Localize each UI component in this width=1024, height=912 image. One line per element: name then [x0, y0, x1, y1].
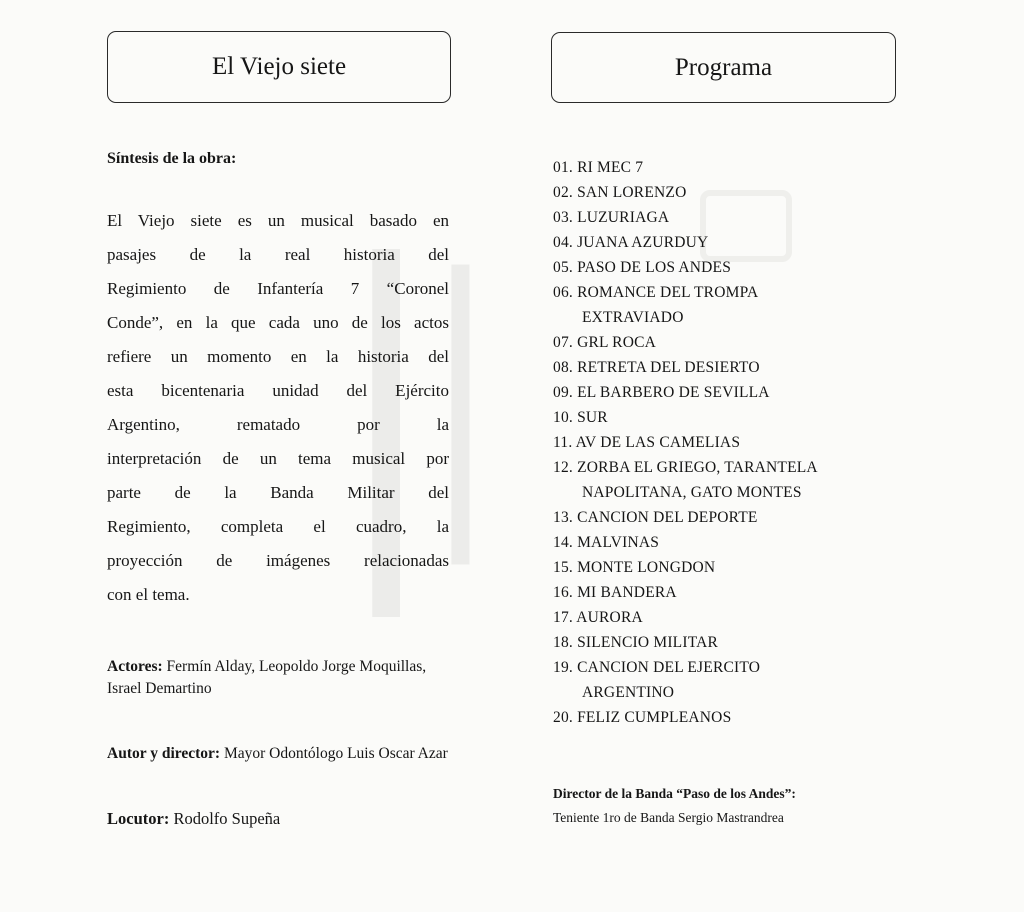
program-item-title: AURORA — [576, 609, 643, 626]
program-item-title: JUANA AZURDUY — [577, 234, 709, 251]
program-item-title: NAPOLITANA, GATO MONTES — [582, 484, 802, 501]
program-item-title: AV DE LAS CAMELIAS — [575, 434, 741, 451]
author-label: Autor y director: — [107, 745, 221, 762]
synopsis-paragraph — [107, 204, 449, 612]
program-item-number: 19. — [553, 659, 573, 676]
program-item — [553, 155, 818, 180]
program-item-continuation — [553, 480, 818, 505]
right-title-box — [551, 32, 896, 103]
program-item-title: SILENCIO MILITAR — [577, 634, 719, 651]
program-item — [553, 380, 818, 405]
program-item-number: 09. — [553, 384, 573, 401]
synopsis-line: proyección de imágenes relacionadas — [107, 551, 449, 570]
synopsis-line: pasajes de la real historia del — [107, 245, 449, 264]
program-item — [553, 205, 818, 230]
program-item-number: 01. — [553, 159, 573, 176]
program-item-number: 10. — [553, 409, 573, 426]
program-item — [553, 580, 818, 605]
program-item-title: EXTRAVIADO — [582, 309, 684, 326]
actors-label: Actores: — [107, 658, 163, 675]
program-item — [553, 430, 818, 455]
left-title-box — [107, 31, 451, 103]
program-item-number: 16. — [553, 584, 573, 601]
program-item-title: ZORBA EL GRIEGO, TARANTELA — [577, 459, 818, 476]
program-item — [553, 505, 818, 530]
program-item — [553, 555, 818, 580]
synopsis-line: Argentino, rematado por la — [107, 415, 449, 434]
program-item-number: 06. — [553, 284, 573, 301]
program-item-number: 18. — [553, 634, 573, 651]
program-item-continuation — [553, 680, 818, 705]
program-item — [553, 230, 818, 255]
program-item-number: 07. — [553, 334, 573, 351]
program-item-title: LUZURIAGA — [577, 209, 670, 226]
program-item-number: 05. — [553, 259, 573, 276]
synopsis-line: interpretación de un tema musical por — [107, 449, 449, 468]
program-item-number: 13. — [553, 509, 573, 526]
program-item — [553, 355, 818, 380]
bleed-through-shape-1: ▬▬▬▬ — [318, 249, 420, 617]
synopsis-line: refiere un momento en la historia del — [107, 347, 449, 366]
program-item — [553, 255, 818, 280]
program-item-title: FELIZ CUMPLEANOS — [577, 709, 732, 726]
program-item-number: 03. — [553, 209, 573, 226]
program-item — [553, 180, 818, 205]
program-title: Programa — [674, 53, 773, 81]
program-item-title: MALVINAS — [577, 534, 660, 551]
program-item-number: 02. — [553, 184, 573, 201]
program-item-number: 08. — [553, 359, 573, 376]
synopsis-line: Conde”, en la que cada uno de los actos — [107, 313, 449, 332]
program-item — [553, 630, 818, 655]
program-item-number: 20. — [553, 709, 573, 726]
program-item — [553, 405, 818, 430]
program-item-title: GRL ROCA — [577, 334, 657, 351]
synopsis-line: Regimiento de Infantería 7 “Coronel — [107, 279, 449, 298]
program-item-number: 14. — [553, 534, 573, 551]
bleed-through-shape-2: ▬▬▬▬▬ — [416, 264, 483, 565]
program-item-number: 04. — [553, 234, 573, 251]
program-item-title: CANCION DEL EJERCITO — [577, 659, 761, 676]
program-item-title: PASO DE LOS ANDES — [577, 259, 732, 276]
locutor-value: Rodolfo Supeña — [169, 809, 281, 828]
program-item-number: 12. — [553, 459, 573, 476]
program-item-title: MI BANDERA — [577, 584, 677, 601]
program-item-number: 15. — [553, 559, 573, 576]
program-item-title: MONTE LONGDON — [577, 559, 716, 576]
program-item-title: CANCION DEL DEPORTE — [577, 509, 758, 526]
program-list — [553, 155, 818, 730]
program-item-title: RETRETA DEL DESIERTO — [577, 359, 760, 376]
program-item-number: 11. — [553, 434, 573, 451]
actors-value: Fermín Alday, Leopoldo Jorge Moquillas, Israel Demartino — [107, 658, 427, 697]
program-item-number: 17. — [553, 609, 573, 626]
synopsis-line: esta bicentenaria unidad del Ejército — [107, 381, 449, 400]
program-item — [553, 605, 818, 630]
program-item-title: ROMANCE DEL TROMPA — [577, 284, 759, 301]
program-item-title: RI MEC 7 — [577, 159, 644, 176]
author-value: Mayor Odontólogo Luis Oscar Azar — [220, 745, 448, 762]
program-item-title: SAN LORENZO — [577, 184, 687, 201]
director-name: Teniente 1ro de Banda Sergio Mastrandrea — [553, 810, 784, 825]
program-item-title: EL BARBERO DE SEVILLA — [577, 384, 770, 401]
left-title: El Viejo siete — [211, 53, 347, 80]
program-item — [553, 530, 818, 555]
locutor-credit — [107, 808, 280, 830]
program-item-title: SUR — [577, 409, 608, 426]
locutor-label: Locutor: — [107, 809, 170, 828]
synopsis-line: El Viejo siete es un musical basado en — [107, 211, 449, 230]
synopsis-line: con el tema. — [107, 585, 190, 604]
synopsis-line: Regimiento, completa el cuadro, la — [107, 517, 449, 536]
program-item — [553, 705, 818, 730]
synopsis-line: parte de la Banda Militar del — [107, 483, 449, 502]
program-item-title: ARGENTINO — [582, 684, 675, 701]
program-item — [553, 455, 818, 480]
actors-credit — [107, 656, 437, 700]
program-item — [553, 280, 818, 305]
program-item — [553, 655, 818, 680]
program-item-continuation — [553, 305, 818, 330]
author-credit — [107, 743, 452, 765]
director-heading: Director de la Banda “Paso de los Andes”: — [553, 786, 796, 801]
synopsis-heading: Síntesis de la obra: — [107, 150, 237, 167]
program-item — [553, 330, 818, 355]
